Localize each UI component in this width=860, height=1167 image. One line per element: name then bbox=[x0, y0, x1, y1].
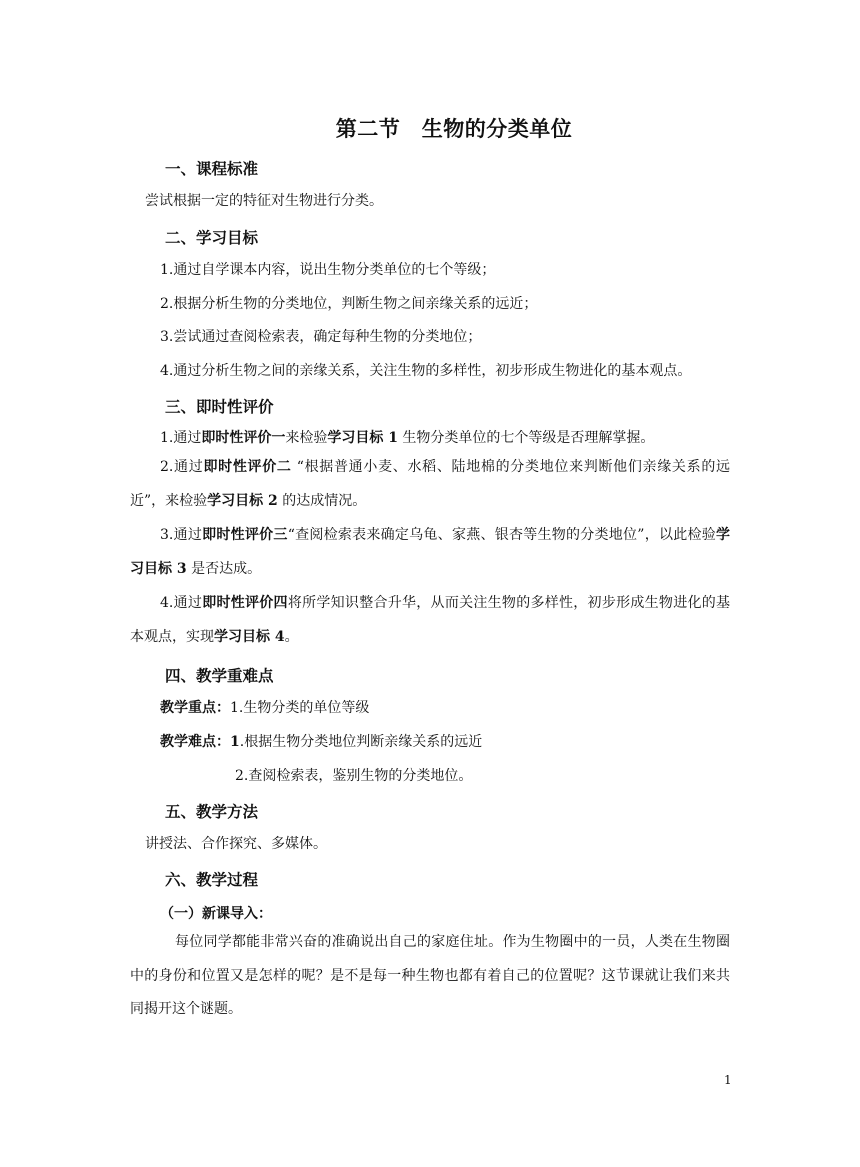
methods-text: 讲授法、合作探究、多媒体。 bbox=[145, 836, 327, 852]
page-number: 1 bbox=[724, 1073, 732, 1087]
evaluation-text: “根据普通小麦、水稻、陆地棉的分类地位来判断他们亲缘关系的远近”，来检验 bbox=[130, 459, 731, 509]
evaluation-text: 。 bbox=[284, 628, 299, 645]
evaluation-text: 来检验 bbox=[285, 430, 328, 446]
evaluation-item-1 bbox=[160, 428, 654, 448]
evaluation-emphasis: 即时性评价一 bbox=[201, 430, 286, 446]
evaluation-text: 生物分类单位的七个等级是否理解掌握。 bbox=[397, 430, 655, 446]
key-point-label: 教学重点： bbox=[160, 700, 230, 716]
evaluation-item-4 bbox=[130, 587, 730, 654]
evaluation-text: 是否达成。 bbox=[186, 560, 262, 577]
section-heading-evaluation: 三、即时性评价 bbox=[165, 398, 274, 416]
difficulty-number: 1 bbox=[230, 734, 240, 750]
objective-reference: 学习目标 2 bbox=[207, 492, 278, 509]
evaluation-item-3 bbox=[130, 519, 730, 586]
key-point-line bbox=[160, 698, 369, 718]
section-heading-standards: 一、课程标准 bbox=[165, 160, 259, 178]
page-title: 第二节 生物的分类单位 bbox=[335, 117, 573, 141]
difficulty-text: .根据生物分类地位判断亲缘关系的远近 bbox=[239, 734, 483, 750]
objective-reference: 学习目标 3 bbox=[130, 527, 730, 577]
evaluation-emphasis: 即时性评价二 bbox=[203, 459, 292, 475]
evaluation-item-2 bbox=[130, 451, 730, 518]
objective-reference: 学习目标 4 bbox=[214, 628, 285, 645]
standards-text: 尝试根据一定的特征对生物进行分类。 bbox=[145, 193, 383, 209]
intro-paragraph: 每位同学都能非常兴奋的准确说出自己的家庭住址。作为生物圈中的一员，人类在生物圈中的身份和位置又是怎样的呢？是不是每一种生物也都有着自己的位置呢？这节课就让我们来共同揭开这个谜题。 bbox=[130, 934, 730, 1017]
difficulty-line-2: 2.查阅检索表，鉴别生物的分类地位。 bbox=[235, 768, 473, 784]
objective-item: 2.根据分析生物的分类地位，判断生物之间亲缘关系的远近； bbox=[160, 296, 538, 312]
objective-item: 1.通过自学课本内容，说出生物分类单位的七个等级； bbox=[160, 262, 496, 278]
section-heading-methods: 五、教学方法 bbox=[165, 803, 259, 821]
evaluation-text: 3.通过 bbox=[160, 527, 203, 543]
section-heading-key-points: 四、教学重难点 bbox=[165, 667, 274, 685]
section-heading-objectives: 二、学习目标 bbox=[165, 229, 259, 247]
evaluation-emphasis: 即时性评价三 bbox=[202, 527, 288, 543]
evaluation-text: 2.通过 bbox=[160, 459, 204, 475]
objective-item: 4.通过分析生物之间的亲缘关系，关注生物的多样性，初步形成生物进化的基本观点。 bbox=[160, 363, 692, 379]
difficulty-line bbox=[160, 732, 482, 752]
key-point-text: 1.生物分类的单位等级 bbox=[230, 700, 370, 716]
objective-reference: 学习目标 1 bbox=[327, 430, 398, 446]
evaluation-text: 将所学知识整合升华，从而关注生物的多样性，初步形成生物进化的基本观点，实现 bbox=[130, 595, 731, 645]
evaluation-text: “查阅检索表来确定乌龟、家燕、银杏等生物的分类地位”，以此检验 bbox=[287, 527, 716, 543]
objective-item: 3.尝试通过查阅检索表，确定每种生物的分类地位； bbox=[160, 329, 482, 345]
evaluation-text: 的达成情况。 bbox=[277, 492, 367, 509]
section-heading-process: 六、教学过程 bbox=[165, 871, 259, 889]
evaluation-text: 1.通过 bbox=[160, 430, 202, 446]
subsection-heading-intro: （一）新课导入： bbox=[160, 906, 272, 922]
evaluation-emphasis: 即时性评价四 bbox=[202, 595, 288, 611]
evaluation-text: 4.通过 bbox=[160, 595, 203, 611]
difficulty-label: 教学难点： bbox=[160, 734, 230, 750]
